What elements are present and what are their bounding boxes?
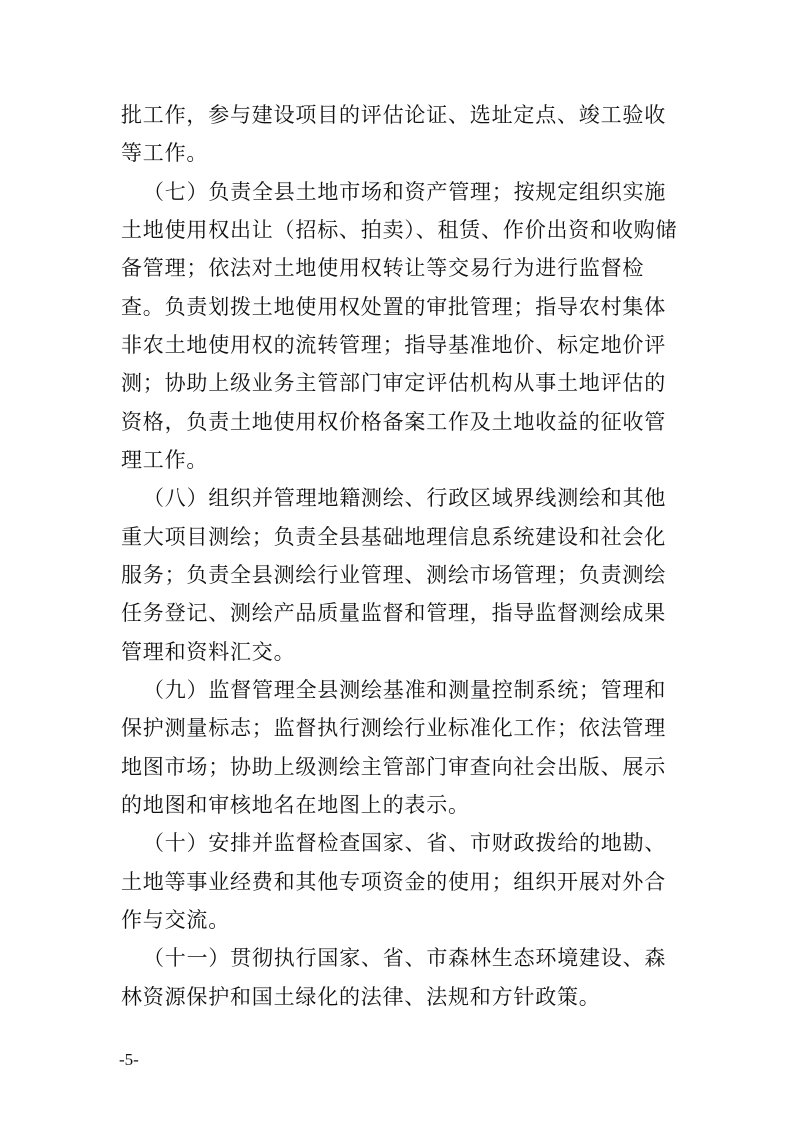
text-line: 非农土地使用权的流转管理；指导基准地价、标定地价评	[121, 333, 666, 357]
text-line: 测；协助上级业务主管部门审定评估机构从事土地评估的	[121, 371, 666, 395]
text-line: 服务；负责全县测绘行业管理、测绘市场管理；负责测绘	[121, 563, 666, 587]
text-line: 地图市场；协助上级测绘主管部门审查向社会出版、展示	[121, 755, 666, 779]
text-line: （七）负责全县土地市场和资产管理；按规定组织实施	[143, 180, 667, 204]
text-line: 重大项目测绘；负责全县基础地理信息系统建设和社会化	[121, 525, 666, 549]
text-line: 管理和资料汇交。	[121, 640, 296, 664]
text-line: （八）组织并管理地籍测绘、行政区域界线测绘和其他	[143, 486, 667, 510]
text-line: 查。负责划拨土地使用权处置的审批管理；指导农村集体	[121, 295, 666, 319]
text-line: 的地图和审核地名在地图上的表示。	[121, 793, 470, 817]
text-line: 备管理；依法对土地使用权转让等交易行为进行监督检	[121, 256, 645, 280]
text-line: 任务登记、测绘产品质量监督和管理，指导监督测绘成果	[121, 601, 666, 625]
text-line: 理工作。	[121, 448, 209, 472]
text-line: （十）安排并监督检查国家、省、市财政拨给的地勘、	[143, 831, 667, 855]
text-line: 土地使用权出让（招标、拍卖）、租赁、作价出资和收购储	[121, 218, 678, 242]
text-line: 资格，负责土地使用权价格备案工作及土地收益的征收管	[121, 410, 666, 434]
text-line: 批工作，参与建设项目的评估论证、选址定点、竣工验收	[121, 103, 666, 127]
page-number: -5-	[119, 1050, 139, 1069]
text-line: 林资源保护和国土绿化的法律、法规和方针政策。	[121, 985, 601, 1009]
text-line: 保护测量标志；监督执行测绘行业标准化工作；依法管理	[121, 716, 666, 740]
text-line: 等工作。	[121, 141, 209, 165]
text-line: 作与交流。	[121, 908, 230, 932]
text-line: （十一）贯彻执行国家、省、市森林生态环境建设、森	[143, 946, 667, 970]
text-line: （九）监督管理全县测绘基准和测量控制系统；管理和	[143, 678, 667, 702]
text-line: 土地等事业经费和其他专项资金的使用；组织开展对外合	[121, 870, 666, 894]
